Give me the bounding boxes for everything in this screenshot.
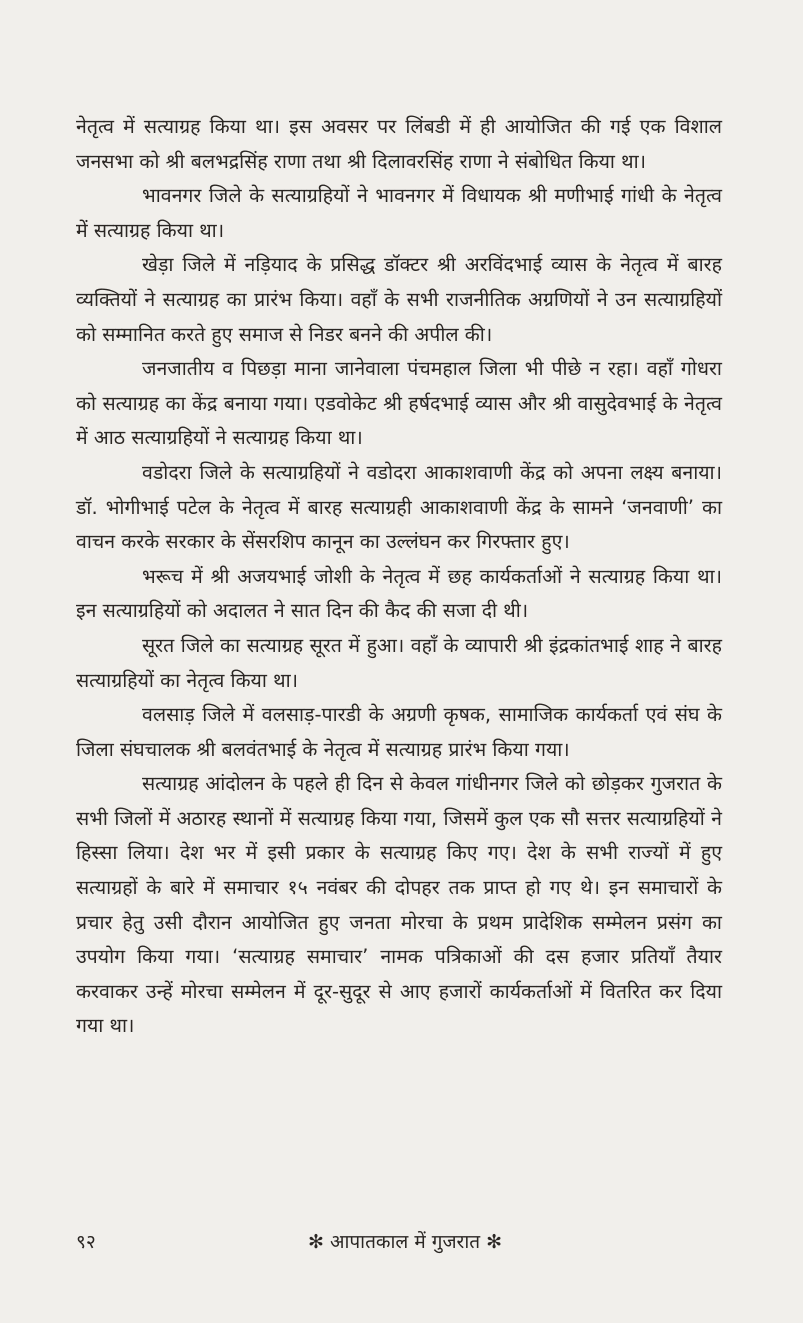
- page-footer: [76, 1228, 722, 1258]
- paragraph: भरूच में श्री अजयभाई जोशी के नेतृत्व में छह कार्यकर्ताओं ने सत्याग्रह किया था। इन सत्याग्रहियों को अदालत ने सात दिन की कैद की सजा दी थी।: [76, 564, 722, 623]
- paragraph: नेतृत्व में सत्याग्रह किया था। इस अवसर पर लिंबडी में ही आयोजित की गई एक विशाल जनसभा को श्री बलभद्रसिंह राणा तथा श्री दिलावरसिंह राणा ने संबोधित किया था।: [76, 115, 722, 173]
- paragraph: जनजातीय व पिछड़ा माना जानेवाला पंचमहाल जिला भी पीछे न रहा। वहाँ गोधरा को सत्याग्रह का केंद्र बनाया गया। एडवोकेट श्री हर्षदभाई व्यास और श्री वासुदेवभाई के नेतृत्व में आठ सत्याग्रहियों ने सत्याग्रह किया था।: [76, 357, 722, 450]
- body-text: [76, 110, 722, 1044]
- paragraph: खेड़ा जिले में नड़ियाद के प्रसिद्ध डॉक्टर श्री अरविंदभाई व्यास के नेतृत्व में बारह व्यक्तियों ने सत्याग्रह का प्रारंभ किया। वहाँ के सभी राजनीतिक अग्रणियों ने उन सत्याग्रहियों को सम्मानित करते हुए समाज से निडर बनने की अपील की।: [76, 253, 722, 346]
- paragraph: वडोदरा जिले के सत्याग्रहियों ने वडोदरा आकाशवाणी केंद्र को अपना लक्ष्य बनाया। डॉ. भोगीभाई पटेल के नेतृत्व में बारह सत्याग्रही आकाशवाणी केंद्र के सामने ‘जनवाणी’ का वाचन करके सरकार के सेंसरशिप कानून का उल्लंघन कर गिरफ्तार हुए।: [76, 460, 722, 554]
- paragraph: सत्याग्रह आंदोलन के पहले ही दिन से केवल गांधीनगर जिले को छोड़कर गुजरात के सभी जिलों में अठारह स्थानों में सत्याग्रह किया गया, जिसमें कुल एक सौ सत्तर सत्याग्रहियों ने हिस्सा लिया। देश भर में इसी प्रकार के सत्याग्रह किए गए। देश के सभी राज्यों में हुए सत्याग्रहों के बारे में समाचार १५ नवंबर की दोपहर तक प्राप्त हो गए थे। इन समाचारों के प्रचार हेतु उसी दौरान आयोजित हुए जनता मोरचा के प्रथम प्रादेशिक सम्मेलन प्रसंग का उपयोग किया गया। ‘सत्याग्रह समाचार’ नामक पत्रिकाओं की दस हजार प्रतियाँ तैयार करवाकर उन्हें मोरचा सम्मेलन में दूर-सुदूर से आए हजारों कार्यकर्ताओं में वितरित कर दिया गया था।: [76, 772, 722, 1038]
- paragraph: वलसाड़ जिले में वलसाड़-पारडी के अग्रणी कृषक, सामाजिक कार्यकर्ता एवं संघ के जिला संघचालक श्री बलवंतभाई के नेतृत्व में सत्याग्रह प्रारंभ किया गया।: [76, 703, 722, 761]
- paragraph: सूरत जिले का सत्याग्रह सूरत में हुआ। वहाँ के व्यापारी श्री इंद्रकांतभाई शाह ने बारह सत्याग्रहियों का नेतृत्व किया था।: [76, 633, 722, 692]
- page-number: ९२: [76, 1231, 96, 1253]
- paragraph: भावनगर जिले के सत्याग्रहियों ने भावनगर में विधायक श्री मणीभाई गांधी के नेतृत्व में सत्याग्रह किया था।: [76, 184, 722, 242]
- running-title: ✻ आपातकाल में गुजरात ✻: [308, 1231, 503, 1253]
